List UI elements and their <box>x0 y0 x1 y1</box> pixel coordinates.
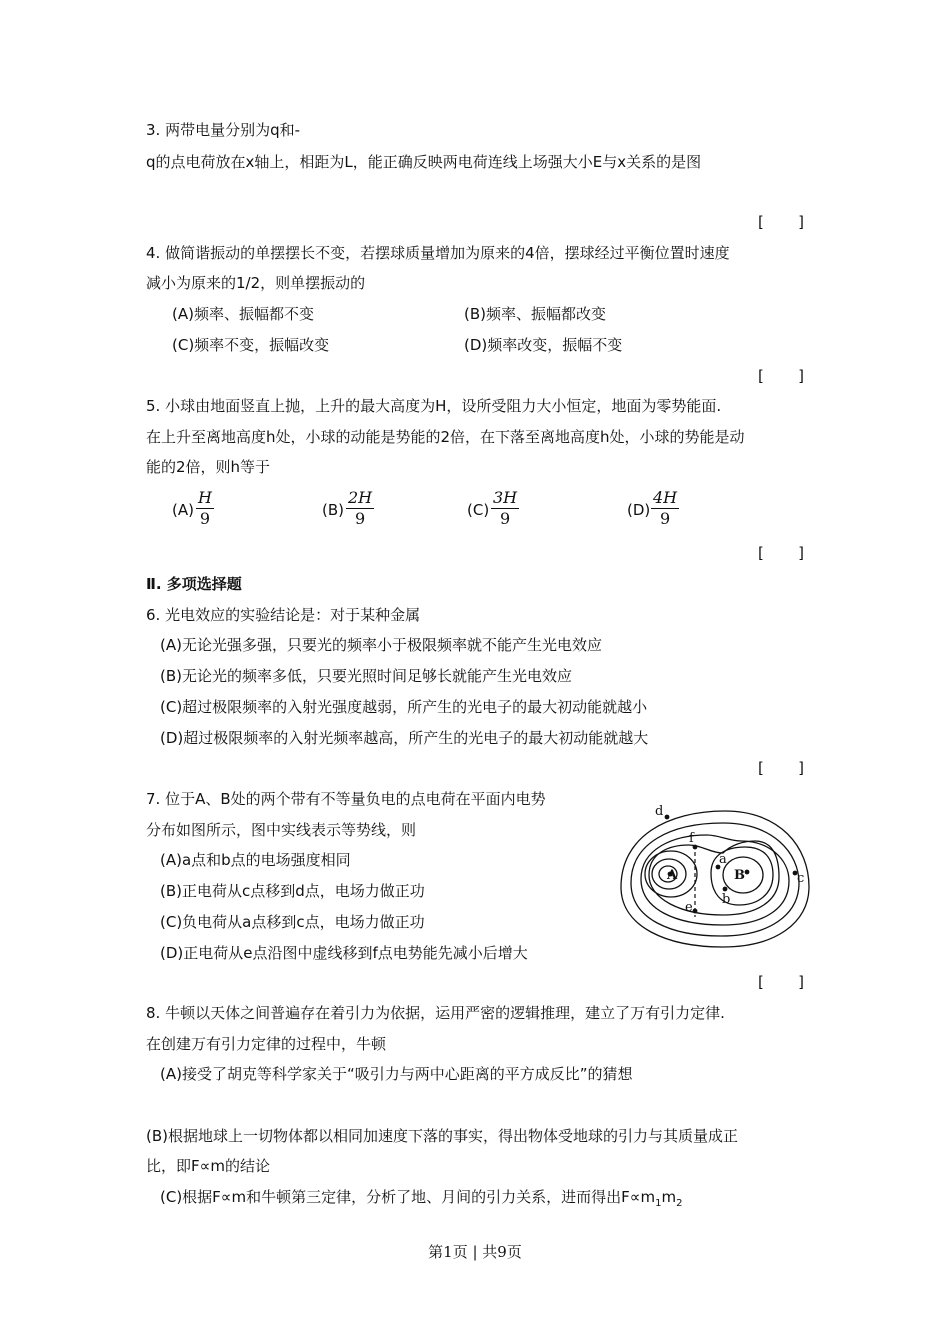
label-d: d <box>655 804 664 819</box>
q5-option-a-numerator: H <box>198 488 212 507</box>
q3-line1: 3. 两带电量分别为q和- <box>146 121 301 139</box>
q6-option-b: (B)无论光的频率多低，只要光照时间足够长就能产生光电效应 <box>160 667 572 685</box>
answer-bracket-q5: [ ] <box>758 544 804 562</box>
q4-option-a: (A)频率、振幅都不变 <box>172 305 314 323</box>
q5-option-a-denominator: 9 <box>199 509 211 528</box>
q5-option-c-fraction <box>491 489 519 528</box>
point-d-dot <box>665 815 670 820</box>
q5-option-d-label: (D) <box>627 501 651 519</box>
q4-option-b: (B)频率、振幅都改变 <box>464 305 606 323</box>
q5-line2: 在上升至离地高度h处，小球的动能是势能的2倍，在下落至离地高度h处，小球的势能是动 <box>146 428 745 446</box>
q5-option-b-denominator: 9 <box>354 509 366 528</box>
label-B: B <box>734 868 745 883</box>
q5-option-b-fraction <box>346 489 374 528</box>
q7-option-a: (A)a点和b点的电场强度相同 <box>160 851 351 869</box>
q5-option-d-fraction <box>651 489 679 528</box>
equipotential-line-outer-2 <box>631 823 799 936</box>
q7-option-b: (B)正电荷从c点移到d点，电场力做正功 <box>160 882 425 900</box>
q5-option-b-label: (B) <box>322 501 344 519</box>
q5-option-d-numerator: 4H <box>653 488 678 507</box>
q5-option-d-denominator: 9 <box>659 509 671 528</box>
q4-option-c: (C)频率不变，振幅改变 <box>172 336 330 354</box>
q8-line2: 在创建万有引力定律的过程中，牛顿 <box>146 1035 387 1053</box>
q8-option-b-line1: (B)根据地球上一切物体都以相同加速度下落的事实，得出物体受地球的引力与其质量成正 <box>146 1127 738 1145</box>
point-e-dot <box>693 909 698 914</box>
q6-option-c: (C)超过极限频率的入射光强度越弱，所产生的光电子的最大初动能就越小 <box>160 698 648 716</box>
label-f: f <box>689 831 694 846</box>
q7-option-c: (C)负电荷从a点移到c点，电场力做正功 <box>160 913 425 931</box>
q4-line2: 减小为原来的1/2，则单摆振动的 <box>146 274 366 292</box>
q5-option-c-label: (C) <box>467 501 490 519</box>
label-c: c <box>797 871 805 886</box>
q5-option-b-numerator: 2H <box>348 488 373 507</box>
q5-option-a-fraction <box>196 489 214 528</box>
answer-bracket-q3: [ ] <box>758 213 804 231</box>
section-title: Ⅱ. 多项选择题 <box>146 575 242 593</box>
page-footer: 第1页 | 共9页 <box>428 1243 522 1261</box>
q5-line1: 5. 小球由地面竖直上抛，上升的最大高度为H，设所受阻力大小恒定，地面为零势能面. <box>146 397 722 415</box>
point-b-dot <box>723 887 728 892</box>
point-B-dot <box>745 870 750 875</box>
q8-line1: 8. 牛顿以天体之间普遍存在着引力为依据，运用严密的逻辑推理，建立了万有引力定律. <box>146 1004 725 1022</box>
q4-line1: 4. 做简谐振动的单摆摆长不变，若摆球质量增加为原来的4倍，摆球经过平衡位置时速度 <box>146 244 730 262</box>
q6-line1: 6. 光电效应的实验结论是：对于某种金属 <box>146 606 421 624</box>
q5-option-c-numerator: 3H <box>493 488 518 507</box>
label-e: e <box>685 900 693 915</box>
answer-bracket-q6: [ ] <box>758 759 804 777</box>
q7-line2: 分布如图所示，图中实线表示等势线，则 <box>146 821 417 839</box>
answer-bracket-q4: [ ] <box>758 367 804 385</box>
q5-option-a-label: (A) <box>172 501 194 519</box>
q5-line3: 能的2倍，则h等于 <box>146 458 271 476</box>
q4-option-d: (D)频率改变，振幅不变 <box>464 336 623 354</box>
label-a: a <box>719 852 727 867</box>
q7-line1: 7. 位于A、B处的两个带有不等量负电的点电荷在平面内电势 <box>146 790 546 808</box>
q6-option-d: (D)超过极限频率的入射光频率越高，所产生的光电子的最大初动能就越大 <box>160 729 649 747</box>
q8-option-a: (A)接受了胡克等科学家关于“吸引力与两中心距离的平方成反比”的猜想 <box>160 1065 633 1083</box>
answer-bracket-q7: [ ] <box>758 973 804 991</box>
equipotential-line-outer-3 <box>641 835 789 925</box>
q5-option-c-denominator: 9 <box>499 509 511 528</box>
q8-option-b-line2: 比，即F∝m的结论 <box>146 1157 270 1175</box>
label-A: A <box>667 868 678 883</box>
q3-line2: q的点电荷放在x轴上，相距为L，能正确反映两电荷连线上场强大小E与x关系的是图 <box>146 153 702 171</box>
q7-option-d: (D)正电荷从e点沿图中虚线移到f点电势能先减小后增大 <box>160 944 528 962</box>
q6-option-a: (A)无论光强多强，只要光的频率小于极限频率就不能产生光电效应 <box>160 636 602 654</box>
q8-option-c: (C)根据F∝m和牛顿第三定律，分析了地、月间的引力关系，进而得出$F\propto m_1m_2$ <box>160 1188 683 1209</box>
equipotential-figure <box>615 795 815 955</box>
label-b: b <box>722 892 731 907</box>
